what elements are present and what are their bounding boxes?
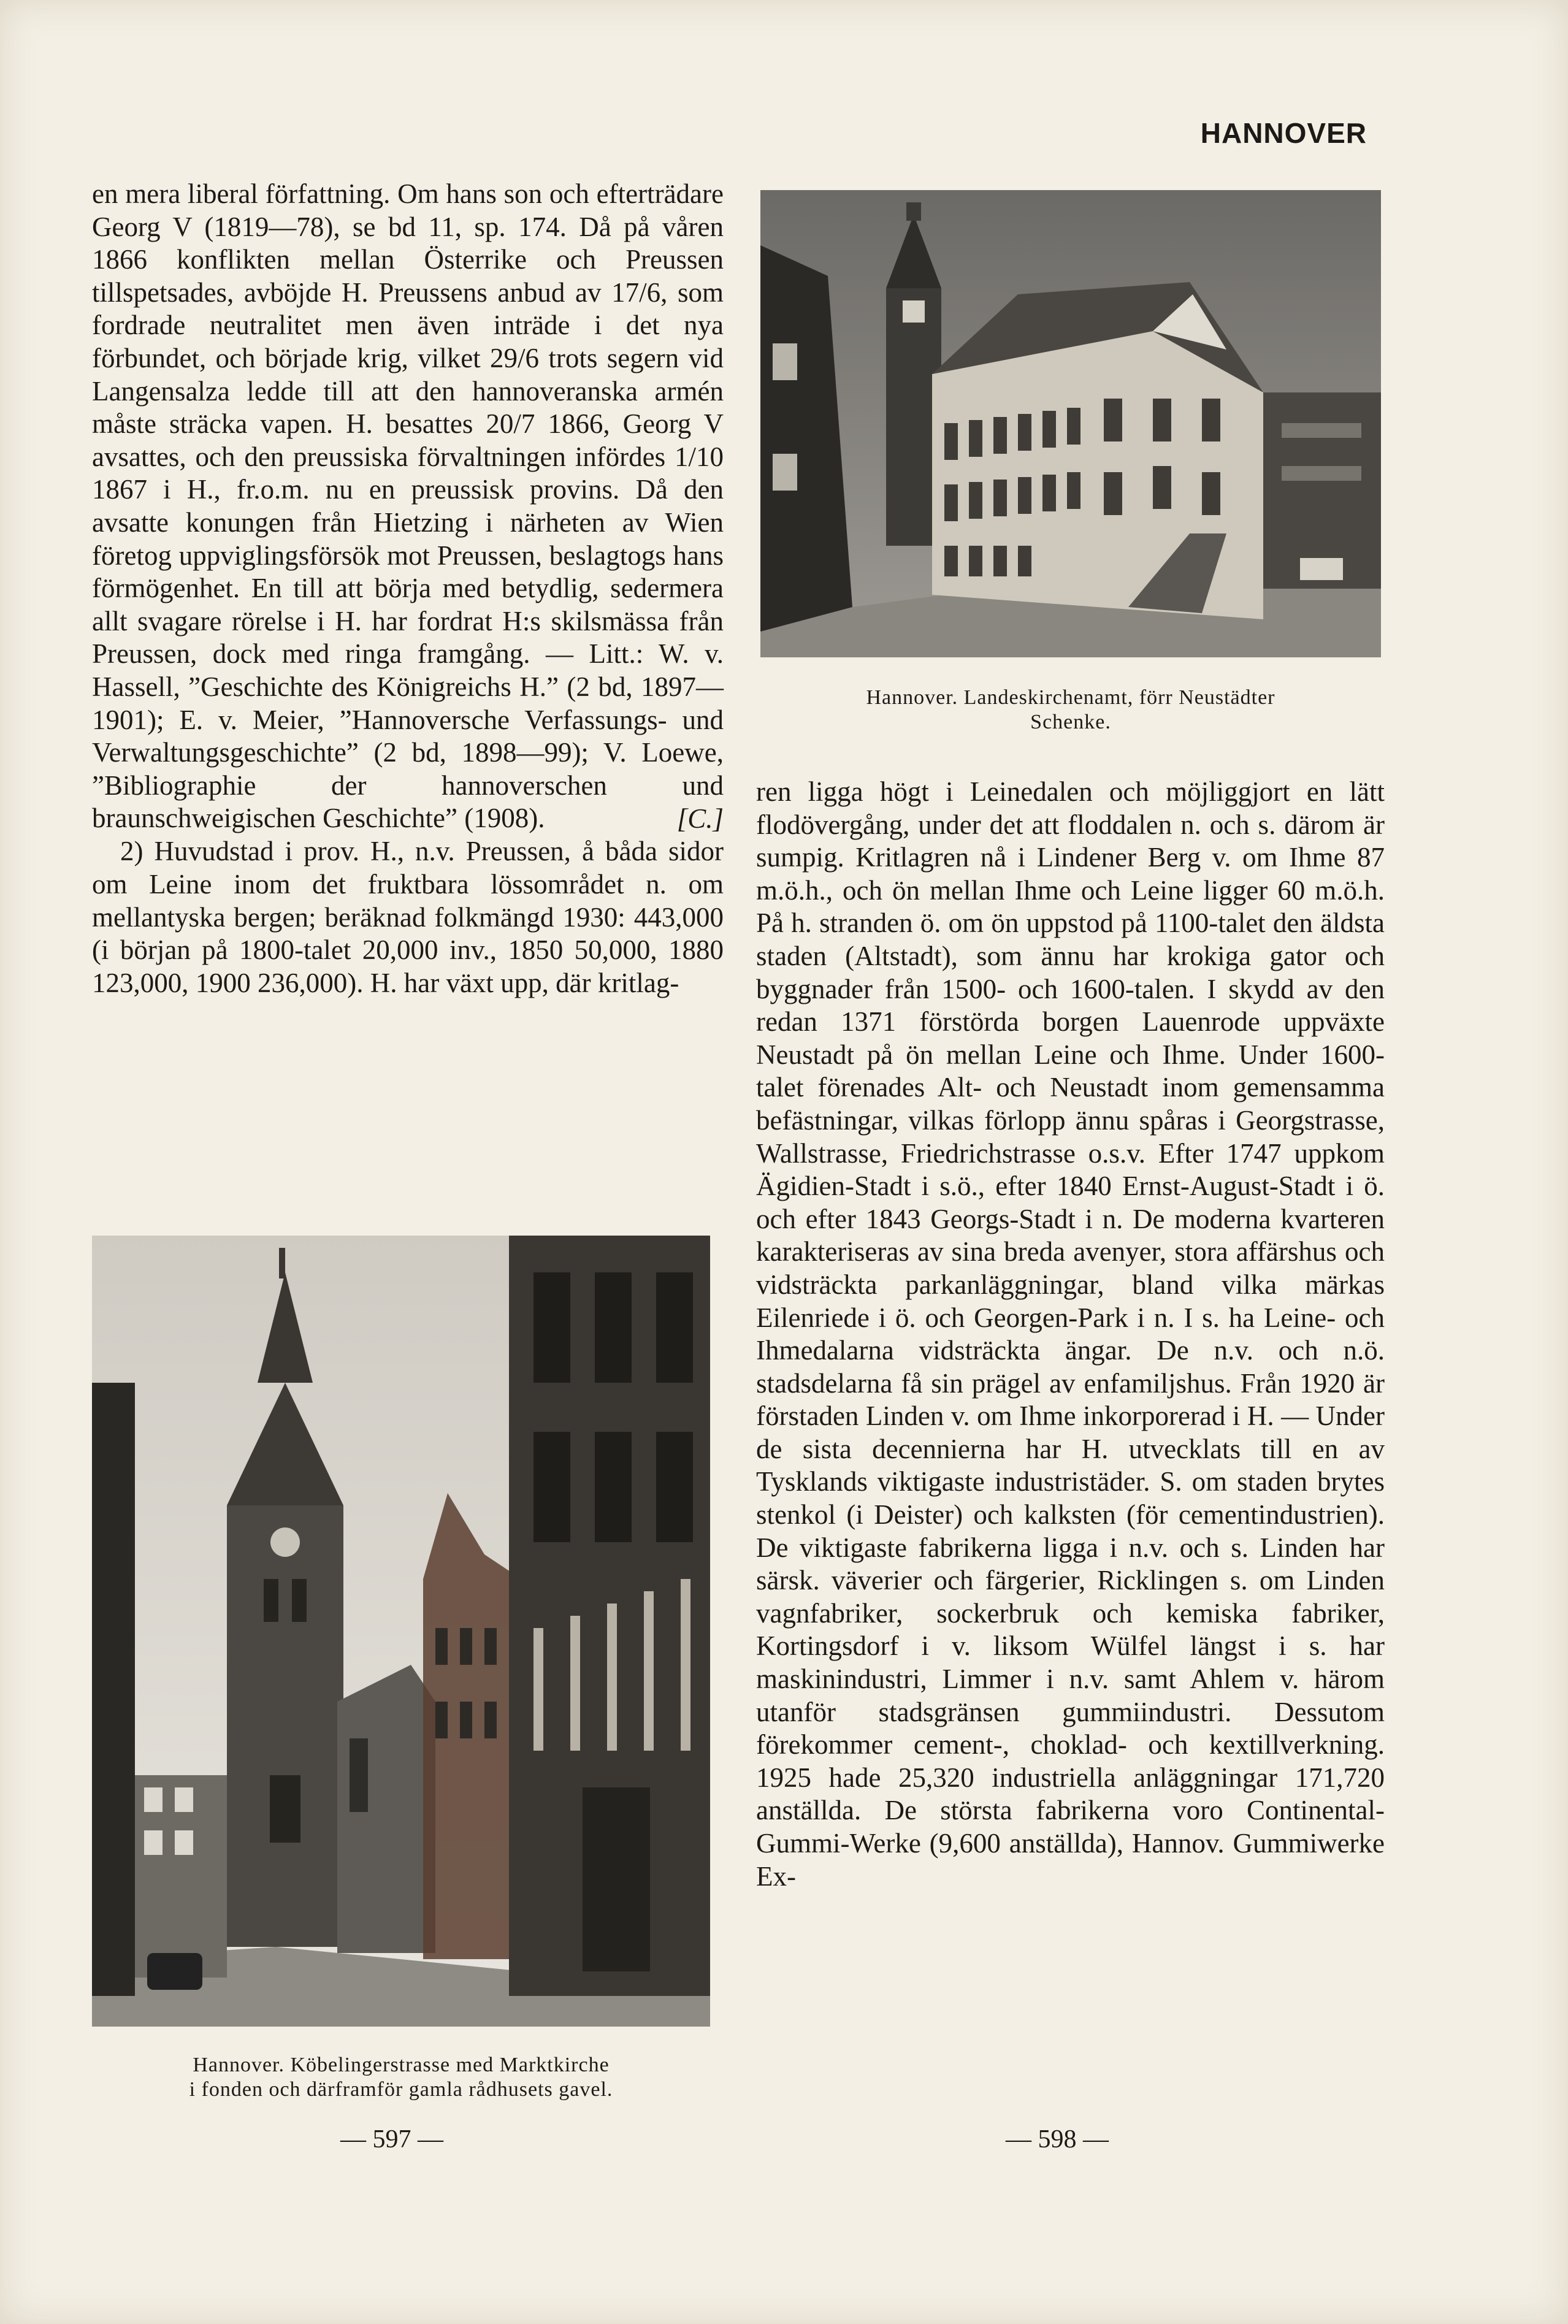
right-column-text [756,776,1385,1893]
page-number-right: — 598 — [1006,2125,1109,2154]
photo-landeskirchenamt [760,190,1381,657]
page-number-left: — 597 — [340,2125,443,2154]
photo-kobelingerstrasse [92,1236,710,2027]
left-paragraph-1: en mera liberal författning. Om hans son och efterträdare Georg V (1819—78), se bd 11, sp. 174. Då på våren 1866 konflikten mellan Österrike och Preussen tillspetsades, avböjde H. Preussens anbud av 17/6, som fordrade neutralitet men även inträde i det nya förbundet, och började krig, vilket 29/6 trots segern vid Langensalza ledde till att den hannoveranska armén måste sträcka vapen. H. besattes 20/7 1866, Georg V avsattes, och den preussiska förvaltningen infördes 1/10 1867 i H., fr.o.m. nu en preussisk provins. Då den avsatte konungen från Hietzing i närheten av Wien företog uppviglingsförsök mot Preussen, beslagtogs hans förmögenhet. En till att börja med betydlig, sedermera allt svagare rörelse i H. har fordrat H:s skilsmässa från Preussen, dock med ringa framgång. — Litt.: W. v. Hassell, ”Geschichte des Königreichs H.” (2 bd, 1897—1901); E. v. Meier, ”Hannoversche Verfassungs- und Verwaltungsgeschichte” (2 bd, 1898—99); V. Loewe, ”Bibliographie der hannoverschen und braunschweigischen Geschichte” (1908). [92,178,724,834]
right-paragraph: ren ligga högt i Leinedalen och möjliggjort en lätt flodövergång, under det att floddalen n. och s. därom är sumpig. Kritlagren nå i Lindener Berg v. om Ihme 87 m.ö.h., och ön mellan Ihme och Leine ligger 60 m.ö.h. På h. stranden ö. om ön uppstod på 1100-talet den äldsta staden (Altstadt), som ännu har krokiga gator och byggnader från 1500- och 1600-talen. I skydd av den redan 1371 förstörda borgen Lauenrode uppväxte Neustadt på ön mellan Leine och Ihme. Under 1600-talet förenades Alt- och Neustadt inom gemensamma befästningar, vilkas förlopp ännu spåras i Georgstrasse, Wallstrasse, Friedrichstrasse o.s.v. Efter 1747 uppkom Ägidien-Stadt i s.ö., efter 1840 Ernst-August-Stadt i ö. och efter 1843 Georgs-Stadt i n. De moderna kvarteren karakteriseras av sina breda avenyer, stora affärshus och vidsträckta parkanläggningar, bland vilka märkas Eilenriede i ö. och Georgen-Park i n. I s. ha Leine- och Ihmedalarna vidsträckta ängar. De n.v. och n.ö. stadsdelarna få sin prägel av enfamiljshus. Från 1920 är förstaden Linden v. om Ihme inkorporerad i H. — Under de sista decennierna har H. utvecklats till en av Tysklands viktigaste industristäder. S. om staden brytes stenkol (i Deister) och kalksten (för cementindustrien). De viktigaste fabrikerna ligga i n.v. och s. Linden har särsk. väverier och färgerier, Ricklingen s. om Linden vagnfabriker, sockerbruk och kemiska fabriker, Kortingsdorf i v. liksom Wülfel längst i s. har maskinindustri, Limmer i n.v. samt Ahlem v. härom utanför stadsgränsen gummiindustri. Dessutom förekommer cement-, choklad- och kextillverkning. 1925 hade 25,320 industriella anläggningar 171,720 anställda. De största fabrikerna voro Continental-Gummi-Werke (9,600 anställda), Hannov. Gummiwerke Ex- [756,776,1385,1892]
caption-landeskirchenamt-line-1: Hannover. Landeskirchenamt, förr Neustädter [866,686,1275,709]
left-paragraph-2: 2) Huvudstad i prov. H., n.v. Preussen, å båda sidor om Leine inom det fruktbara lössområdet n. om mellantyska bergen; beräknad folkmängd 1930: 443,000 (i början på 1800-talet 20,000 inv., 1850 50,000, 1880 123,000, 1900 236,000). H. har växt upp, där kritlag- [92,836,724,998]
author-signature: [C.] [676,803,724,834]
landeskirchenamt-illustration [760,190,1381,657]
caption-kobelingerstrasse-line-1: Hannover. Köbelingerstrasse med Marktkirche [193,2054,610,2076]
running-header: HANNOVER [1200,117,1367,149]
kobelingerstrasse-illustration [92,1236,710,2027]
caption-landeskirchenamt-line-2: Schenke. [1030,711,1111,733]
caption-landeskirchenamt [760,686,1381,735]
left-column-text [92,178,724,1000]
caption-kobelingerstrasse [92,2053,710,2102]
caption-kobelingerstrasse-line-2: i fonden och därframför gamla rådhusets gavel. [189,2078,613,2101]
